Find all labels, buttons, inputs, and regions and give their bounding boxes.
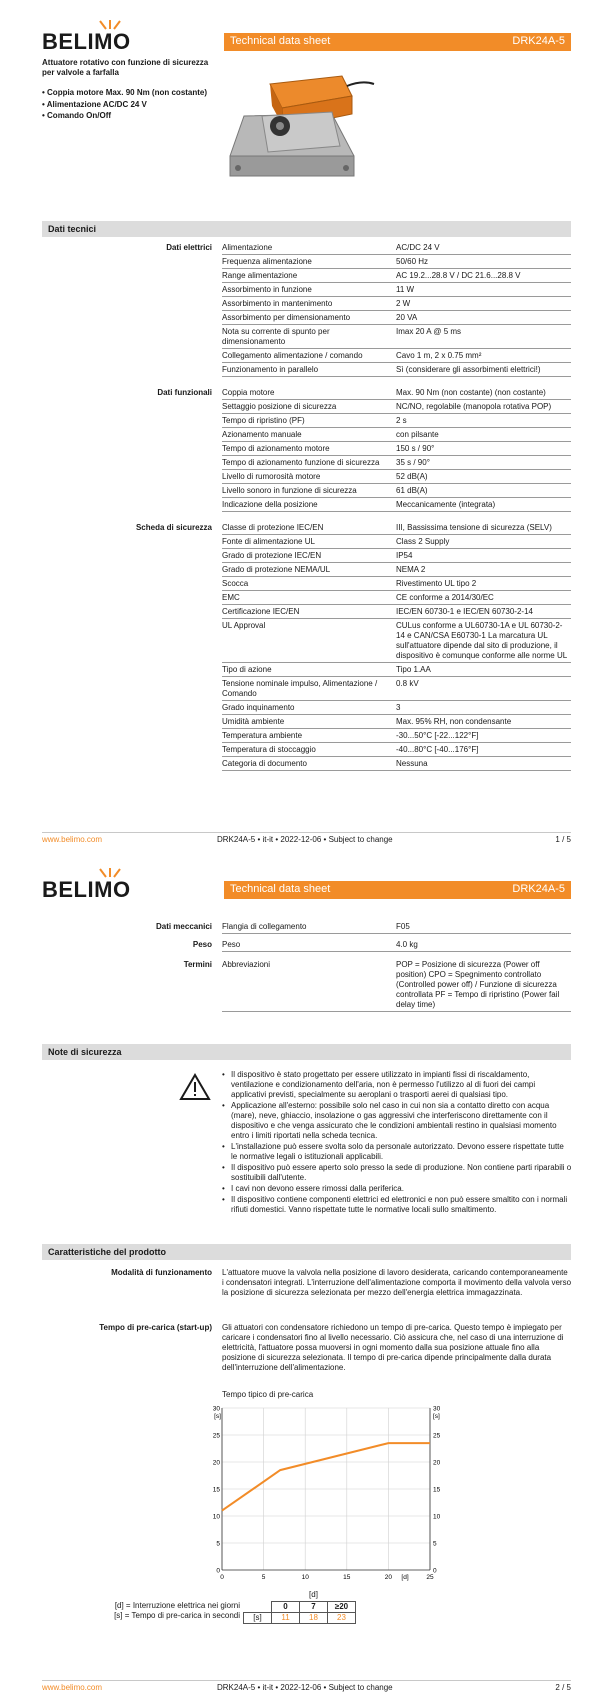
row-key: Certificazione IEC/EN xyxy=(222,607,300,616)
row-value: Cavo 1 m, 2 x 0.75 mm² xyxy=(396,351,482,360)
row-value: Max. 95% RH, non condensante xyxy=(396,717,512,726)
row-value: 3 xyxy=(396,703,401,712)
table-row xyxy=(222,255,571,269)
table-row xyxy=(222,938,571,952)
row-key: Tempo di azionamento funzione di sicurezza xyxy=(222,458,380,467)
table-blank xyxy=(244,1601,272,1612)
section-caratteristiche: Caratteristiche del prodotto xyxy=(42,1244,571,1260)
precharge-chart xyxy=(212,1398,462,1588)
y-tick-label-right: 15 xyxy=(433,1486,441,1494)
row-key: Assorbimento in mantenimento xyxy=(222,299,333,308)
row-key: Peso xyxy=(222,940,241,949)
table-elettrici xyxy=(222,241,571,377)
group-label-peso: Peso xyxy=(192,940,212,949)
table-row xyxy=(222,958,571,1012)
y-tick-label: 15 xyxy=(212,1486,220,1494)
row-key: Settaggio posizione di sicurezza xyxy=(222,402,337,411)
legend-entry: [s] = Tempo di pre-carica in secondi xyxy=(114,1611,240,1620)
header-model: DRK24A-5 xyxy=(512,883,565,896)
table-row xyxy=(222,456,571,470)
table-row xyxy=(222,563,571,577)
precharge-label: Tempo di pre-carica (start-up) xyxy=(99,1323,212,1332)
row-value: NEMA 2 xyxy=(396,565,426,574)
table-seconds: 11 xyxy=(272,1612,300,1623)
product-subtitle: Attuatore rotativo con funzione di sicurezza per valvole a farfalla xyxy=(42,58,209,77)
table-day: 0 xyxy=(272,1601,300,1612)
table-row xyxy=(222,414,571,428)
row-value: -30...50°C [-22...122°F] xyxy=(396,731,479,740)
row-key: Flangia di collegamento xyxy=(222,922,307,931)
row-value: IP54 xyxy=(396,551,413,560)
row-key: Temperatura ambiente xyxy=(222,731,303,740)
table-seconds: 23 xyxy=(328,1612,356,1623)
table-termini xyxy=(222,958,571,1012)
row-value: AC/DC 24 V xyxy=(396,243,440,252)
header-title: Technical data sheet xyxy=(230,35,331,48)
row-value: CULus conforme a UL60730-1A e UL 60730-2-14 e CAN/CSA E60730-1 La marcatura UL sull'attuatore dipende dal sito di produzione, il dispositivo è comunque conforme alle norme UL xyxy=(396,621,568,660)
header-title: Technical data sheet xyxy=(230,883,331,896)
series-line xyxy=(222,1443,430,1511)
mode-label: Modalità di funzionamento xyxy=(111,1268,212,1277)
table-row xyxy=(222,577,571,591)
belimo-logo: BELIMO xyxy=(42,29,131,54)
table-row xyxy=(222,400,571,414)
table-row xyxy=(222,605,571,619)
row-key: Fonte di alimentazione UL xyxy=(222,537,315,546)
safety-notes-list xyxy=(222,1070,572,1216)
footer-url[interactable]: www.belimo.com xyxy=(42,1683,103,1692)
row-value: 2 W xyxy=(396,299,411,308)
row-key: Scocca xyxy=(222,579,249,588)
row-key: Funzionamento in parallelo xyxy=(222,365,319,374)
y-tick-label: 0 xyxy=(216,1567,220,1575)
safety-note: • Il dispositivo è stato progettato per essere utilizzato in impianti fissi di riscaldamento, ventilazione e condizionamento dell'aria, non è permesso l'utilizzo al di fuori dei campi applicativi previsti, specialmente su aeroplani o trasporti aerei di qualsiasi tipo. xyxy=(222,1070,572,1100)
table-day: 7 xyxy=(300,1601,328,1612)
y-tick-label: 20 xyxy=(212,1459,220,1467)
y-tick-label-right: 10 xyxy=(433,1513,441,1521)
table-row xyxy=(222,363,571,377)
actuator-product-image xyxy=(222,56,382,206)
y-tick-label-right: 25 xyxy=(433,1432,441,1440)
row-value: 52 dB(A) xyxy=(396,472,428,481)
table-head-unit: [d] xyxy=(309,1590,318,1600)
table-row xyxy=(222,729,571,743)
group-label-funzionali: Dati funzionali xyxy=(157,388,212,397)
row-key: Categoria di documento xyxy=(222,759,307,768)
table-row xyxy=(222,470,571,484)
precharge-table xyxy=(243,1590,356,1624)
table-row xyxy=(222,677,571,701)
logo-rays-icon xyxy=(40,20,120,30)
table-row xyxy=(222,663,571,677)
row-key: Livello sonoro in funzione di sicurezza xyxy=(222,486,357,495)
row-key: Tempo di azionamento motore xyxy=(222,444,330,453)
table-row xyxy=(222,591,571,605)
row-key: Alimentazione xyxy=(222,243,273,252)
footer xyxy=(42,1680,571,1693)
header-model: DRK24A-5 xyxy=(512,35,565,48)
table-row xyxy=(222,715,571,729)
safety-note: • I cavi non devono essere rimossi dalla periferica. xyxy=(222,1184,572,1194)
safety-note: • L'installazione può essere svolta solo da personale autorizzato. Devono essere rispettate tutte le normative legali o istituzionali applicabili. xyxy=(222,1142,572,1162)
row-key: Grado di protezione NEMA/UL xyxy=(222,565,331,574)
table-row xyxy=(222,283,571,297)
row-value: Imax 20 A @ 5 ms xyxy=(396,327,462,336)
row-value: 61 dB(A) xyxy=(396,486,428,495)
row-key: UL Approval xyxy=(222,621,266,630)
y-tick-label-right: 30 xyxy=(433,1405,441,1413)
footer xyxy=(42,832,571,845)
table-row xyxy=(222,757,571,771)
y-tick-label: 10 xyxy=(212,1513,220,1521)
y-tick-label-right: 5 xyxy=(433,1540,437,1548)
row-value: 11 W xyxy=(396,285,415,294)
mode-text: L'attuatore muove la valvola nella posizione di lavoro desiderata, caricando contemporaneamente i condensatori integrati. L'interruzione dell'alimentazione comporta il movimento della valvola verso la posizione di sicurezza selezionata per mezzo dell'energia elettrica immagazzinata. xyxy=(222,1268,572,1297)
belimo-logo: BELIMO xyxy=(42,877,131,902)
table-row xyxy=(222,311,571,325)
row-value: IEC/EN 60730-1 e IEC/EN 60730-2-14 xyxy=(396,607,533,616)
row-value: Nessuna xyxy=(396,759,428,768)
row-value: AC 19.2...28.8 V / DC 21.6...28.8 V xyxy=(396,271,521,280)
row-value: 150 s / 90° xyxy=(396,444,435,453)
table-row xyxy=(222,743,571,757)
row-key: Frequenza alimentazione xyxy=(222,257,312,266)
row-key: Range alimentazione xyxy=(222,271,298,280)
row-value: Max. 90 Nm (non costante) (non costante) xyxy=(396,388,546,397)
row-value: Rivestimento UL tipo 2 xyxy=(396,579,477,588)
row-key: Indicazione della posizione xyxy=(222,500,318,509)
table-row xyxy=(222,920,571,934)
row-key: Livello di rumorosità motore xyxy=(222,472,321,481)
row-key: EMC xyxy=(222,593,240,602)
row-key: Assorbimento in funzione xyxy=(222,285,312,294)
row-key: Azionamento manuale xyxy=(222,430,302,439)
table-funzionali xyxy=(222,386,571,512)
x-tick-label: 10 xyxy=(301,1574,309,1581)
bullet-item: • Alimentazione AC/DC 24 V xyxy=(42,99,147,109)
row-value: 2 s xyxy=(396,416,407,425)
row-key: Tipo di azione xyxy=(222,665,272,674)
table-row-unit: [s] xyxy=(244,1612,272,1623)
group-label-elettrici: Dati elettrici xyxy=(166,243,212,252)
table-row xyxy=(222,325,571,349)
row-value: Tipo 1.AA xyxy=(396,665,431,674)
row-value: F05 xyxy=(396,922,410,931)
footer-page: 2 / 5 xyxy=(555,1683,571,1692)
header-bar xyxy=(224,33,571,51)
table-seconds: 18 xyxy=(300,1612,328,1623)
row-key: Abbreviazioni xyxy=(222,960,271,969)
row-value: Class 2 Supply xyxy=(396,537,450,546)
y-tick-label-right: 0 xyxy=(433,1567,437,1575)
row-value: 4.0 kg xyxy=(396,940,418,949)
table-meccanici xyxy=(222,920,571,934)
row-value: CE conforme a 2014/30/EC xyxy=(396,593,494,602)
row-key: Temperatura di stoccaggio xyxy=(222,745,316,754)
footer-url[interactable]: www.belimo.com xyxy=(42,835,103,844)
table-row xyxy=(222,701,571,715)
chart-title: Tempo tipico di pre-carica xyxy=(222,1390,314,1399)
header-bar xyxy=(224,881,571,899)
table-day: ≥20 xyxy=(328,1601,356,1612)
x-tick-label: 5 xyxy=(261,1574,266,1581)
row-value: 0.8 kV xyxy=(396,679,419,688)
table-peso xyxy=(222,938,571,952)
x-tick-label: 15 xyxy=(343,1574,351,1581)
safety-note: • Applicazione all'esterno: possibile solo nel caso in cui non sia a contatto diretto con acqua (mare), neve, ghiaccio, insolazione o gas aggressivi che interferiscono direttamente con il dispositivo e che venga assicurato che le condizioni ambientali restino in qualsiasi momento entro i limiti riportati nella scheda tecnica. xyxy=(222,1101,572,1141)
table-row xyxy=(222,549,571,563)
row-key: Umidità ambiente xyxy=(222,717,285,726)
table-row xyxy=(222,442,571,456)
feature-bullets xyxy=(42,88,207,123)
table-row xyxy=(222,498,571,512)
table-sicurezza xyxy=(222,521,571,771)
logo-rays-icon xyxy=(40,868,120,878)
table-row xyxy=(222,521,571,535)
safety-note: • Il dispositivo contiene componenti elettrici ed elettronici e non può essere smaltito con i normali rifiuti domestici. Vanno rispettate tutte le normative locali sullo smaltimento. xyxy=(222,1195,572,1215)
warning-icon xyxy=(180,1074,210,1100)
row-value: 35 s / 90° xyxy=(396,458,430,467)
bullet-item: • Coppia motore Max. 90 Nm (non costante) xyxy=(42,88,208,97)
row-key: Assorbimento per dimensionamento xyxy=(222,313,351,322)
row-key: Grado di protezione IEC/EN xyxy=(222,551,322,560)
table-row xyxy=(222,619,571,663)
section-note-sicurezza: Note di sicurezza xyxy=(42,1044,571,1060)
y-tick-label: 5 xyxy=(216,1540,220,1548)
footer-info: DRK24A-5 • it-it • 2022-12-06 • Subject to change xyxy=(217,835,393,844)
row-value: con pilsante xyxy=(396,430,439,439)
x-tick-label: 0 xyxy=(220,1574,224,1581)
y-tick-label-right: 20 xyxy=(433,1459,441,1467)
row-value: -40...80°C [-40...176°F] xyxy=(396,745,479,754)
group-label-termini: Termini xyxy=(183,960,212,969)
precharge-text: Gli attuatori con condensatore richiedono un tempo di pre-carica. Questo tempo è impiegato per caricare i condensatori fino al livello necessario. Ciò assicura che, nel caso di una interruzione di elettricità, l'attuatore possa muoversi in ogni momento dalla sua posizione attuale fino alla posizione di sicurezza selezionata. Il tempo di pre-carica dipende principalmente dalla durata dell'interruzione dell'alimentazione. xyxy=(222,1323,564,1372)
group-label-sicurezza: Scheda di sicurezza xyxy=(135,523,212,532)
legend-entry: [d] = Interruzione elettrica nei giorni xyxy=(114,1601,240,1610)
x-tick-label: 25 xyxy=(426,1574,434,1581)
table-row xyxy=(222,535,571,549)
row-value: 20 VA xyxy=(396,313,418,322)
safety-note: • Il dispositivo può essere aperto solo presso la sede di produzione. Non contiene parti riparabili o sostituibili dall'utente. xyxy=(222,1163,572,1183)
footer-info: DRK24A-5 • it-it • 2022-12-06 • Subject to change xyxy=(217,1683,393,1692)
y-tick-label: 25 xyxy=(212,1432,220,1440)
table-row xyxy=(222,484,571,498)
row-key: Tempo di ripristino (PF) xyxy=(222,416,305,425)
row-value: NC/NO, regolabile (manopola rotativa POP) xyxy=(396,402,552,411)
table-row xyxy=(222,386,571,400)
x-unit-label: [d] xyxy=(401,1574,409,1581)
footer-page: 1 / 5 xyxy=(555,835,571,844)
table-blank xyxy=(244,1590,272,1601)
section-dati-tecnici: Dati tecnici xyxy=(42,221,571,237)
row-value: POP = Posizione di sicurezza (Power off position) CPO = Spegnimento controllato (Controlled power off) / Funzione di sicurezza controllata PF = Tempo di ripristino (Power fail delay time) xyxy=(396,960,560,1009)
row-key: Tensione nominale impulso, Alimentazione / Comando xyxy=(222,679,378,698)
y-unit-label: [s] xyxy=(214,1413,221,1420)
chart-legend xyxy=(42,1601,240,1621)
row-value: Sì (considerare gli assorbimenti elettrici!) xyxy=(396,365,541,374)
table-row xyxy=(222,241,571,255)
bullet-item: • Comando On/Off xyxy=(42,111,112,120)
row-value: 50/60 Hz xyxy=(396,257,429,266)
row-key: Coppia motore xyxy=(222,388,275,397)
row-value: III, Bassissima tensione di sicurezza (SELV) xyxy=(396,523,552,532)
row-value: Meccanicamente (integrata) xyxy=(396,500,496,509)
table-row xyxy=(222,269,571,283)
group-label-meccanici: Dati meccanici xyxy=(155,922,212,931)
x-tick-label: 20 xyxy=(384,1574,393,1581)
table-row xyxy=(222,297,571,311)
row-key: Classe di protezione IEC/EN xyxy=(222,523,324,532)
y-tick-label: 30 xyxy=(212,1405,220,1413)
row-key: Grado inquinamento xyxy=(222,703,295,712)
y-unit-label-right: [s] xyxy=(433,1413,440,1420)
table-row xyxy=(222,428,571,442)
row-key: Collegamento alimentazione / comando xyxy=(222,351,363,360)
row-key: Nota su corrente di spunto per dimensionamento xyxy=(222,327,330,346)
table-row xyxy=(222,349,571,363)
